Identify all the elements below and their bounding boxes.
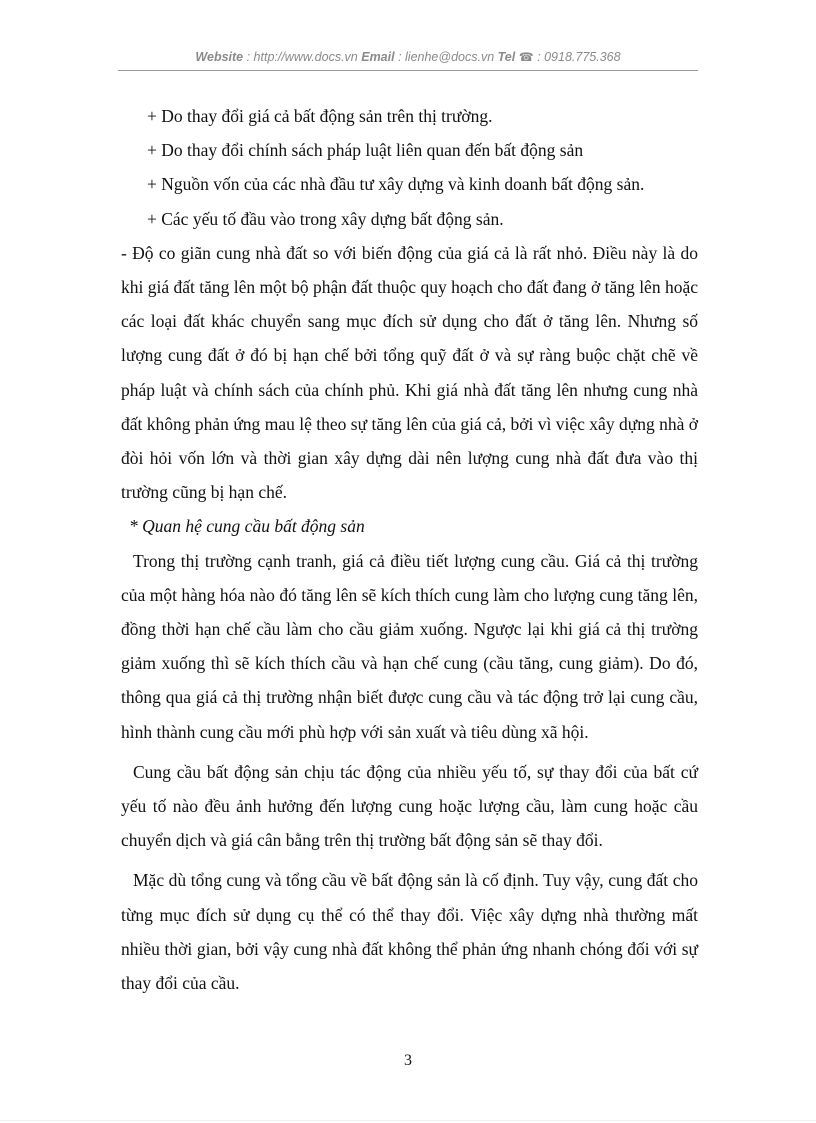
- bullet-item: + Các yếu tố đầu vào trong xây dựng bất động sản.: [147, 208, 504, 229]
- tel-value: : 0918.775.368: [533, 50, 621, 64]
- email-label: Email: [361, 50, 395, 64]
- bullet-item: + Do thay đổi giá cả bất động sản trên thị trường.: [147, 106, 493, 126]
- section-heading: * Quan hệ cung cầu bất động sản: [129, 516, 365, 537]
- paragraph-fixed-supply: Mặc dù tổng cung và tổng cầu về bất động sản là cố định. Tuy vậy, cung đất cho từng mục đích sử dụng cụ thể có thể thay đổi. Việc xây dựng nhà thường mất nhiều thời gian, bởi vậy cung nhà đất không thể phản ứng nhanh chóng đối với sự thay đổi của cầu.: [121, 870, 698, 994]
- phone-icon: ☎: [518, 50, 534, 64]
- email-value[interactable]: : lienhe@docs.vn: [394, 50, 498, 64]
- website-value[interactable]: : http://www.docs.vn: [243, 50, 362, 64]
- page-number: 3: [404, 1052, 412, 1069]
- header-divider: [118, 70, 698, 71]
- document-body: [121, 99, 698, 1000]
- tel-label: Tel: [497, 50, 516, 64]
- bullet-item: + Nguồn vốn của các nhà đầu tư xây dựng và kinh doanh bất động sản.: [147, 174, 645, 195]
- page-header: [118, 50, 698, 64]
- paragraph-competitive-market: Trong thị trường cạnh tranh, giá cả điều tiết lượng cung cầu. Giá cả thị trường của một hàng hóa nào đó tăng lên sẽ kích thích cung làm cho lượng cung tăng lên, đồng thời hạn chế cầu làm cho cầu giảm xuống. Ngược lại khi giá cả thị trường giảm xuống thì sẽ kích thích cầu và hạn chế cung (cầu tăng, cung giảm). Do đó, thông qua giá cả thị trường nhận biết được cung cầu và tác động trở lại cung cầu, hình thành cung cầu mới phù hợp với sản xuất và tiêu dùng xã hội.: [121, 550, 698, 742]
- paragraph-supply-demand-factors: Cung cầu bất động sản chịu tác động của nhiều yếu tố, sự thay đổi của bất cứ yếu tố nào đều ảnh hưởng đến lượng cung hoặc lượng cầu, làm cung hoặc cầu chuyển dịch và giá cân bằng trên thị trường bất động sản sẽ thay đổi.: [121, 761, 698, 851]
- website-label: Website: [195, 50, 244, 64]
- paragraph-supply-elasticity: - Độ co giãn cung nhà đất so với biến động của giá cả là rất nhỏ. Điều này là do khi giá đất tăng lên một bộ phận đất thuộc quy hoạch cho đất đang ở tăng lên hoặc các loại đất khác chuyển sang mục đích sử dụng cho đất ở tăng lên. Nhưng số lượng cung đất ở đó bị hạn chế bởi tổng quỹ đất ở và sự ràng buộc chặt chẽ về pháp luật và chính sách của chính phủ. Khi giá nhà đất tăng lên nhưng cung nhà đất không phản ứng mau lệ theo sự tăng lên của giá cả, bởi vì việc xây dựng nhà ở đòi hỏi vốn lớn và thời gian xây dựng dài nên lượng cung nhà đất đưa vào thị trường cũng bị hạn chế.: [121, 242, 698, 503]
- page-bottom-edge: [0, 1120, 816, 1121]
- bullet-item: + Do thay đổi chính sách pháp luật liên quan đến bất động sản: [147, 140, 584, 161]
